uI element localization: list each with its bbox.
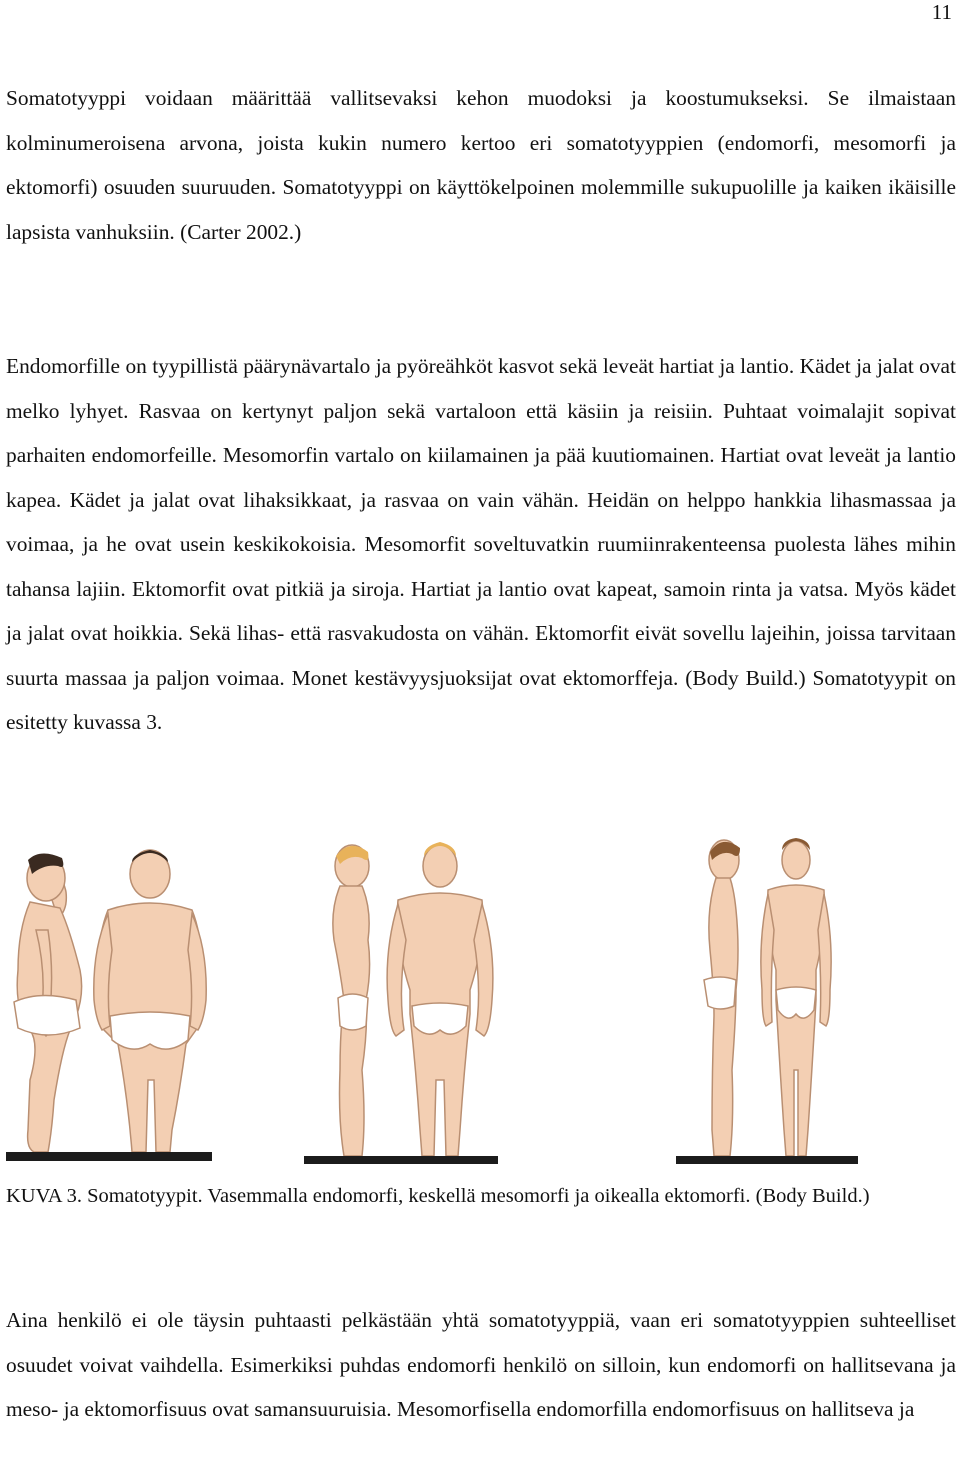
mesomorph-side-briefs (338, 994, 368, 1030)
endomorph-front-figure (94, 850, 206, 1152)
platform-middle (304, 1156, 498, 1164)
mesomorph-front-figure (387, 845, 493, 1156)
paragraph-body-types: Endomorfille on tyypillistä päärynävartalo ja pyöreähköt kasvot sekä leveät hartiat ja lantio. Kädet ja jalat ovat melko lyhyet. Rasvaa on kertynyt paljon sekä vartaloon että käsiin ja reisiin. Puhtaat voimalajit sopivat parhaiten endomorfeille. Mesomorfin vartalo on kiilamainen ja pää kuutiomainen. Hartiat ovat leveät ja lantio kapea. Kädet ja jalat ovat lihaksikkaat, ja rasvaa on vain vähän. Heidän on helppo hankkia lihasmassaa ja voimaa, ja he ovat usein keskikokoisia. Mesomorfit soveltuvatkin ruumiinrakenteensa puolesta lähes mihin tahansa lajiin. Ektomorfit ovat pitkiä ja siroja. Hartiat ja lantio ovat kapeat, samoin rinta ja vatsa. Myös kädet ja jalat ovat hoikkia. Sekä lihas- että rasvakudosta on vähän. Ektomorfit eivät sovellu lajeihin, joissa tarvitaan suurta massaa ja paljon voimaa. Monet kestävyysjuoksijat ovat ektomorffeja. (Body Build.) Somatotyypit on esitetty kuvassa 3. (6, 354, 956, 734)
page-number: 11 (931, 0, 952, 24)
ectomorph-side-briefs (704, 977, 736, 1009)
endomorph-front-briefs (110, 1012, 190, 1049)
platform-right (676, 1156, 858, 1164)
ectomorph-front-briefs (776, 987, 816, 1018)
mesomorph-front-briefs (412, 1003, 468, 1034)
somatotype-figure (0, 830, 960, 1170)
platform-left (6, 1152, 212, 1161)
endomorph-side-briefs (14, 995, 80, 1035)
paragraph-somatotype-definition: Somatotyyppi voidaan määrittää vallitsevaksi kehon muodoksi ja koostumukseksi. Se ilmaistaan kolminumeroisena arvona, joista kukin numero kertoo eri somatotyyppien (endomorfi, mesomorfi ja ektomorfi) osuuden suuruuden. Somatotyyppi on käyttökelpoinen molemmille sukupuolille ja kaiken ikäisille lapsista vanhuksiin. (Carter 2002.) (6, 86, 956, 244)
figure-caption: KUVA 3. Somatotyypit. Vasemmalla endomorfi, keskellä mesomorfi ja oikealla ektomorfi. (Body Build.) (6, 1185, 870, 1207)
paragraph-mixed-types: Aina henkilö ei ole täysin puhtaasti pelkästään yhtä somatotyyppiä, vaan eri somatotyyppien suhteelliset osuudet voivat vaihdella. Esimerkiksi puhdas endomorfi henkilö on silloin, kun endomorfi on hallitsevana ja meso- ja ektomorfisuus ovat samansuuruisia. Mesomorfisella endomorfilla endomorfisuus on hallitseva ja (6, 1308, 956, 1421)
